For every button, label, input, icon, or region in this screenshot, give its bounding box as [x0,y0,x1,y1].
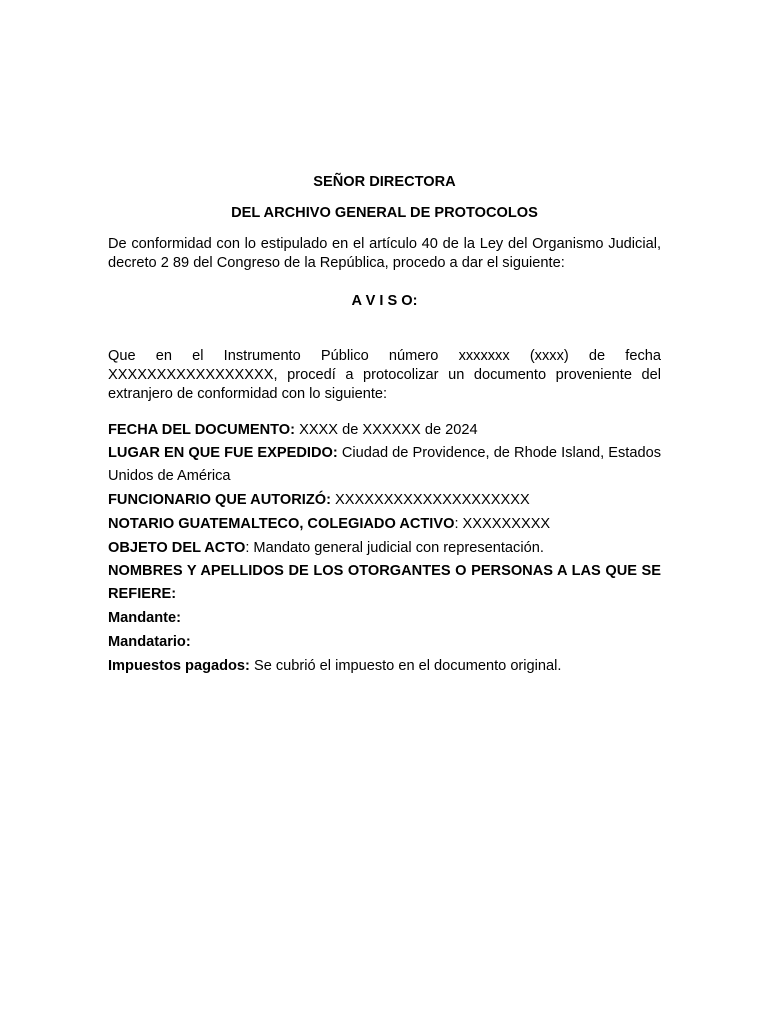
body-paragraph: Que en el Instrumento Público número xxxxxxx (xxxx) de fecha XXXXXXXXXXXXXXXXX, procedí a protocolizar un documento proveniente del extranjero de conformidad con lo siguiente: [108,348,661,402]
field-objeto [108,536,661,560]
field-fecha-value: XXXX de XXXXXX de 2024 [295,422,478,438]
field-lugar-value: Ciudad de Providence, de Rhode Island, Estados Unidos de América [108,445,661,484]
field-mandatario-label: Mandatario: [108,634,191,650]
field-impuestos-label: Impuestos pagados: [108,658,250,674]
field-funcionario [108,488,661,512]
field-objeto-label: OBJETO DEL ACTO [108,540,246,556]
intro-paragraph: De conformidad con lo estipulado en el artículo 40 de la Ley del Organismo Judicial, decreto 2 89 del Congreso de la República, procedo a dar el siguiente: [108,236,661,271]
aviso-title: A V I S O: [351,293,418,309]
field-nombres-label: NOMBRES Y APELLIDOS DE LOS OTORGANTES O PERSONAS A LAS QUE SE REFIERE: [108,563,661,602]
field-lugar [108,442,661,488]
field-fecha [108,418,661,442]
field-notario-label: NOTARIO GUATEMALTECO, COLEGIADO ACTIVO [108,516,455,532]
field-notario-value: : XXXXXXXXX [454,516,551,532]
field-funcionario-label: FUNCIONARIO QUE AUTORIZÓ: [108,492,331,508]
field-impuestos [108,654,661,678]
field-mandante [108,606,661,630]
field-impuestos-value: Se cubrió el impuesto en el documento original. [249,658,562,674]
heading-archive: DEL ARCHIVO GENERAL DE PROTOCOLOS [231,205,538,221]
field-notario [108,512,661,536]
field-funcionario-value: XXXXXXXXXXXXXXXXXXXX [330,492,530,508]
field-mandante-label: Mandante: [108,610,181,626]
field-objeto-value: : Mandato general judicial con representación. [245,540,544,556]
field-mandatario [108,630,661,654]
document-body [108,173,661,678]
field-lugar-label: LUGAR EN QUE FUE EXPEDIDO: [108,445,338,461]
field-fecha-label: FECHA DEL DOCUMENTO: [108,422,296,438]
heading-addressee: SEÑOR DIRECTORA [313,174,456,190]
field-nombres [108,560,661,606]
